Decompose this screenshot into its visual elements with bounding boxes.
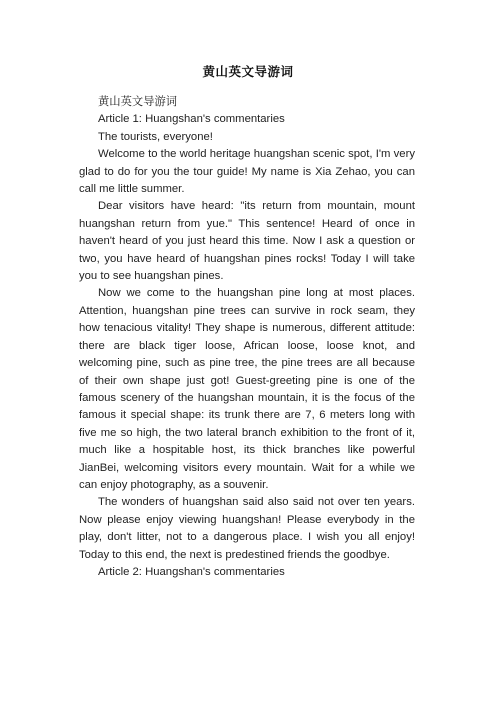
body-paragraph: Now we come to the huangshan pine long at most places. Attention, huangshan pine trees can survive in rock seam, they how tenacious vitality! They shape is numerous, different attitude: there are black tiger loose, African loose, loose knot, and welcoming pine, such as pine tree, the pine trees are all because of their own shape just got! Guest-greeting pine is one of the famous scenery of the huangshan mountain, it is the focus of the famous it special shape: its trunk there are 7, 6 meters long with five me so high, the two lateral branch exhibition to the front of it, much like a hospitable host, its thick branches like powerful JianBei, welcoming visitors every mountain. Wait for a while we can enjoy photography, as a souvenir. — [79, 287, 415, 491]
body-paragraph: Welcome to the world heritage huangshan scenic spot, I'm very glad to do for you the tour guide! My name is Xia Zehao, you can call me little summer. — [79, 148, 415, 196]
article-heading: Article 1: Huangshan's commentaries — [98, 113, 285, 126]
article-heading: Article 2: Huangshan's commentaries — [98, 565, 285, 578]
subtitle-paragraph: 黄山英文导游词 — [98, 96, 178, 108]
body-paragraph: The tourists, everyone! — [98, 130, 213, 143]
document-title: 黄山英文导游词 — [202, 65, 294, 79]
document-body — [79, 94, 415, 581]
body-paragraph: The wonders of huangshan said also said not over ten years. Now please enjoy viewing huangshan! Please everybody in the play, don't litter, not to a dangerous place. I wish you all enjoy! Today to this end, the next is predestined friends the goodbye. — [79, 496, 415, 561]
body-paragraph: Dear visitors have heard: "its return from mountain, mount huangshan return from yue." This sentence! Heard of once in haven't heard of you just heard this time. Now I ask a question or two, you have heard of huangshan pines rocks! Today I will take you to see huangshan pines. — [79, 200, 415, 283]
